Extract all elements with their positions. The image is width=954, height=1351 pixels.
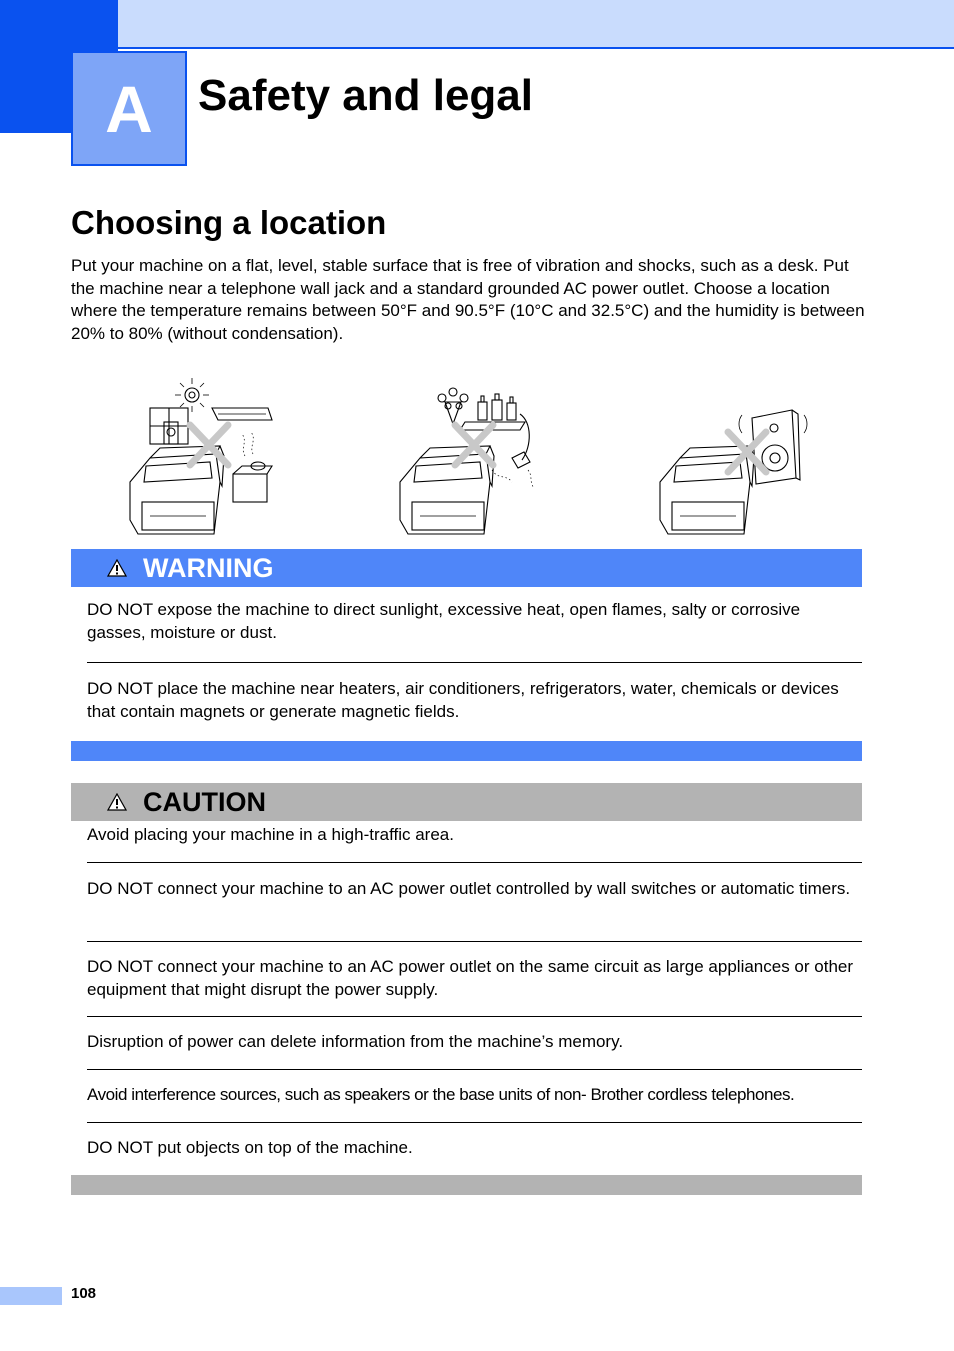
warning-item: DO NOT place the machine near heaters, air conditioners, refrigerators, water, chemicals or devices that contain magnets or generate magnetic fields. <box>87 679 839 721</box>
caution-label: CAUTION <box>143 786 266 817</box>
caution-item: Avoid placing your machine in a high-traffic area. <box>87 825 454 844</box>
divider <box>87 862 862 863</box>
caution-header <box>71 783 862 821</box>
caution-item: DO NOT connect your machine to an AC power outlet controlled by wall switches or automatic timers. <box>87 879 851 898</box>
warning-triangle-icon <box>107 793 127 811</box>
warning-label: WARNING <box>143 552 274 583</box>
divider <box>87 941 862 942</box>
section-title: Choosing a location <box>71 204 387 241</box>
location-illustrations <box>120 370 820 540</box>
printer-illustration <box>130 446 224 534</box>
chapter-letter: A <box>105 71 153 146</box>
caution-footer-bar <box>71 1175 862 1195</box>
top-header-band <box>0 0 954 49</box>
prohibited-x-icon <box>190 425 228 465</box>
prohibited-x-icon <box>728 432 766 472</box>
footer-bar <box>0 1287 62 1305</box>
scene-water-chemicals <box>438 388 534 488</box>
prohibited-x-icon <box>455 425 493 465</box>
chapter-badge <box>71 51 187 166</box>
printer-illustration <box>400 446 494 534</box>
warning-footer-bar <box>71 741 862 761</box>
divider <box>87 1069 862 1070</box>
caution-item: DO NOT put objects on top of the machine. <box>87 1138 413 1157</box>
divider <box>87 1016 862 1017</box>
warning-triangle-icon <box>107 559 127 577</box>
page-title: Safety and legal <box>198 71 534 120</box>
caution-item: Disruption of power can delete information from the machine’s memory. <box>87 1032 624 1051</box>
page-number: 108 <box>71 1285 97 1302</box>
intro-paragraph: Put your machine on a flat, level, stable surface that is free of vibration and shocks, such as a desk. Put the machine near a telephone wall jack and a standard grounded AC power outlet. Choose a location where the temperature remains between 50°F and 90.5°F (10°C and 32.5°C) and the humidity is between 20% to 80% (without condensation). <box>71 256 865 343</box>
divider <box>87 662 862 663</box>
warning-header <box>71 549 862 587</box>
caution-item: Avoid interference sources, such as speakers or the base units of non- Brother cordless telephones. <box>87 1085 795 1104</box>
caution-item: DO NOT connect your machine to an AC power outlet on the same circuit as large appliances or other equipment that might disrupt the power supply. <box>87 957 854 999</box>
warning-item: DO NOT expose the machine to direct sunlight, excessive heat, open flames, salty or corrosive gasses, moisture or dust. <box>87 600 801 642</box>
divider <box>87 1122 862 1123</box>
